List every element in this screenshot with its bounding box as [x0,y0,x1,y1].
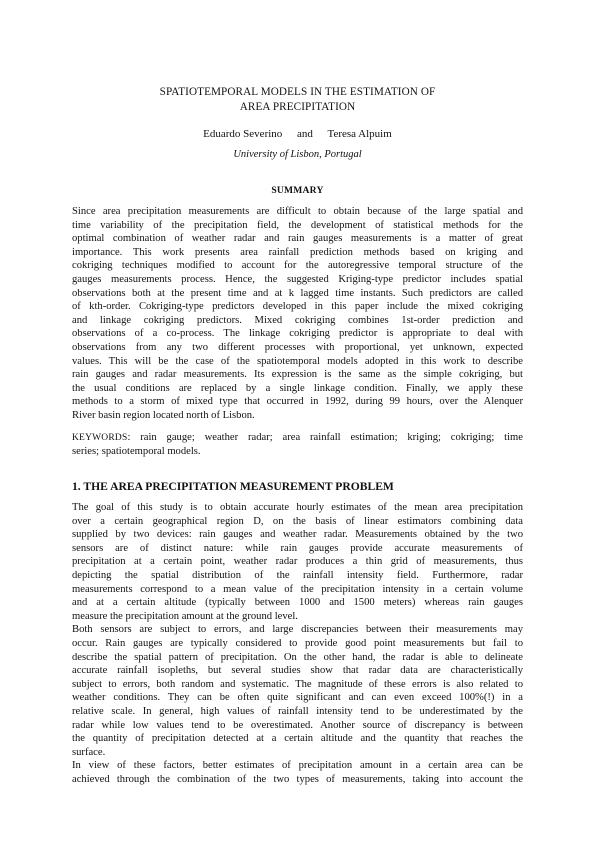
text-line: depicting the spatial distribution of the rainfall intensity field. Furthermore, radar [72,569,523,581]
text-line: cokriging techniques modified to account for the autoregressive temporal structure of the [72,260,523,272]
text-line: In view of these factors, better estimates of precipitation amount in a certain area can be [72,760,523,772]
text-line: River basin region located north of Lisbon. [72,409,255,421]
text-line: weather conditions. They can be often quite significant and can even exceed 100%(!) in a [72,692,523,704]
paper-title [72,85,523,115]
author-name: Eduardo Severino [203,128,283,140]
text-line: methods to a storm of mixed type that occurred in 1992, during 99 hours, over the Alenquer [72,396,523,408]
author-name: Teresa Alpuim [327,128,392,140]
text-line: The goal of this study is to obtain accurate hourly estimates of the mean area precipitation [72,502,523,513]
text-line: measurements correspond to a mean value of the precipitation intensity in a certain volume [72,583,523,595]
text-line: describe the spatial pattern of precipitation. On the other hand, the radar is able to delineate [72,651,523,663]
text-line: Since area precipitation measurements are difficult to obtain because of the large spatial and [72,206,523,217]
text-line: supplied by two devices: rain gauges and weather radar. Measurements obtained by the two [72,529,523,541]
text-line: radar while low values tend to be overestimated. Another source of discrepancy is between [72,719,523,731]
keywords-text: : rain gauge; weather radar; area rainfall estimation; kriging; cokriging; time [127,432,523,443]
text-line: sensors are of distinct nature: while rain gauges provide accurate measurements of [72,542,523,554]
text-line: gauges measurements process. Hence, the suggested Kriging-type predictor includes spatial [72,273,523,285]
text-line: achieved through the combination of the two types of measurements, taking into account the [72,773,523,785]
abstract-text [72,205,523,423]
text-line: of kth-order. Cokriging-type predictors developed in this paper include the mixed cokriging [72,301,523,313]
text-line: the usual conditions are replaced by a single linkage condition. Finally, we apply these [72,382,523,394]
author-list [72,128,523,141]
text-line: occur. Rain gauges are typically considered to provide good point measurements but fail to [72,637,523,649]
summary-heading: SUMMARY [271,185,324,196]
affiliation: University of Lisbon, Portugal [233,149,362,160]
text-line: Both sensors are subject to errors, and large discrepancies between their measurements may [72,624,523,636]
text-line: subject to errors, both random and systematic. The magnitude of these errors is also related to [72,678,523,690]
text-line: values. This will be the case of the spatiotemporal models adopted in this work to describe [72,355,523,367]
text-line: importance. This work presents area rainfall prediction methods based on kriging and [72,246,523,258]
section-body [72,501,523,786]
text-line: time variability of the precipitation field, the development of statistical methods for the [72,219,523,231]
text-line: observations from any two different processes with proportional, yet unknown, expected [72,341,523,353]
text-line: relative scale. In general, high values of rainfall intensity tend to be underestimated by the [72,705,523,717]
text-line: precipitation at a certain point, weather radar produces a thin grid of measurements, thus [72,556,523,568]
author-conjunction: and [297,128,313,140]
text-line: and linkage cokriging predictors. Mixed cokriging combines 1st-order prediction and [72,314,523,326]
title-line-2: AREA PRECIPITATION [239,101,356,113]
text-line: accurate rainfall isopleths, but several studies show that radar data are characteristically [72,665,523,677]
keywords-label: KEYWORDS [72,433,128,443]
keywords [72,431,523,458]
text-line: observations of a co-process. The linkage cokriging predictor is appropriate to deal with [72,328,523,340]
text-line: surface. [72,746,106,758]
keywords-line [72,431,523,445]
section-heading: 1. THE AREA PRECIPITATION MEASUREMENT PROBLEM [72,480,394,493]
text-line: over a certain geographical region D, on the basis of linear estimators combining data [72,515,523,527]
text-line: and at a certain altitude (typically between 1000 and 1500 meters) whereas rain gauges [72,597,523,609]
text-line: optimal combination of weather radar and rain gauges measurements is a matter of great [72,233,523,245]
text-line: measure the precipitation amount at the ground level. [72,610,298,622]
keywords-line: series; spatiotemporal models. [72,445,201,457]
text-line: rain gauges and radar measurements. Its expression is the same as the simple cokriging, but [72,369,523,381]
text-line: the quantity of precipitation detected at a certain altitude and the quantity that reaches the [72,733,523,745]
title-line-1: SPATIOTEMPORAL MODELS IN THE ESTIMATION OF [159,86,436,98]
text-line: observations both at the present time and at k lagged time instants. Such predictors are called [72,287,523,299]
